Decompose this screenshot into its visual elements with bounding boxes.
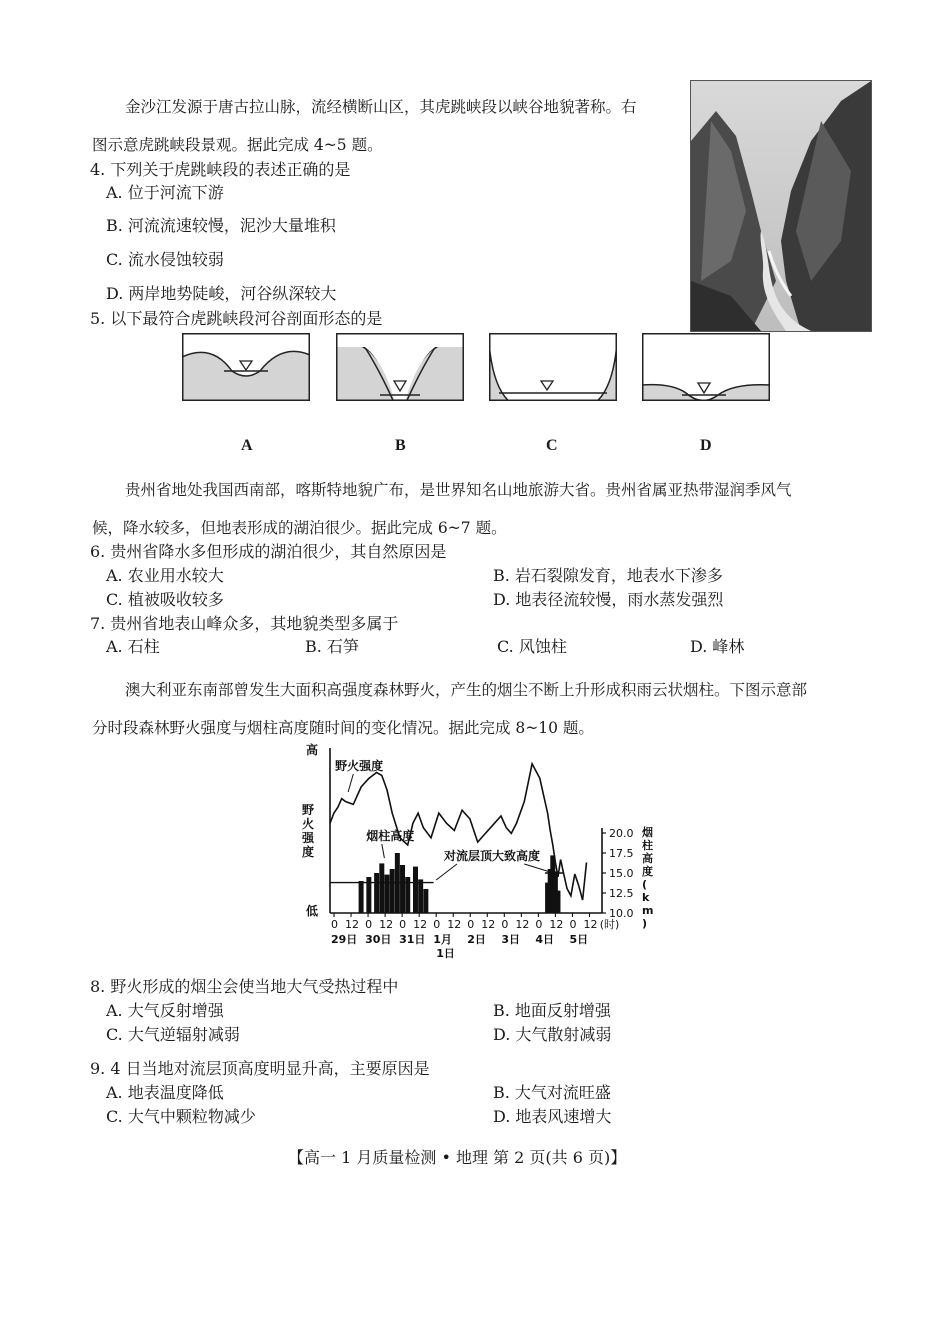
day-label: 3日	[501, 933, 520, 946]
q6-option-a: A. 农业用水较大	[106, 566, 224, 585]
tiger-leaping-gorge-photo	[690, 80, 872, 332]
fire-intensity-annotation: 野火强度	[335, 759, 384, 773]
tropopause-annotation: 对流层顶大致高度	[443, 849, 540, 863]
right-tick-label: 17.5	[609, 847, 634, 860]
right-tick-label: 12.5	[609, 887, 634, 900]
smoke-bar	[379, 863, 384, 913]
hour-tick-label: 12	[345, 918, 360, 931]
section-label-c: C	[546, 437, 558, 454]
q7-option-a: A. 石柱	[106, 637, 160, 656]
y-low-label: 低	[306, 904, 319, 918]
tropopause-annotation-leader-left	[436, 864, 457, 880]
hour-tick-label: 0	[535, 918, 543, 931]
hour-tick-label: 0	[467, 918, 475, 931]
smoke-bar	[418, 879, 423, 913]
hour-tick-label: 12	[481, 918, 496, 931]
q4-option-c: C. 流水侵蚀较弱	[106, 250, 224, 269]
passage1-line1: 金沙江发源于唐古拉山脉，流经横断山区，其虎跳峡段以峡谷地貌著称。右	[125, 98, 637, 116]
tropopause-annotation-leader-right	[524, 864, 550, 872]
day-label: 5日	[569, 933, 589, 946]
q6-option-d: D. 地表径流较慢，雨水蒸发强烈	[493, 590, 724, 609]
hour-tick-label: 12	[515, 918, 530, 931]
valley-section-c	[489, 333, 617, 401]
day-label: 2日	[467, 933, 486, 946]
smoke-bar	[359, 881, 364, 913]
hour-tick-label: 12	[583, 918, 598, 931]
smoke-bar	[555, 891, 560, 913]
y-high-label: 高	[306, 743, 319, 757]
passage3-line1: 澳大利亚东南部曾发生大面积高强度森林野火，产生的烟尘不断上升形成积雨云状烟柱。下图示意部	[125, 681, 808, 699]
hour-tick-label: 12	[413, 918, 428, 931]
q8-option-d: D. 大气散射减弱	[493, 1025, 612, 1044]
day-label: 31日	[399, 933, 426, 946]
smoke-bar	[423, 889, 428, 913]
q8-stem: 8. 野火形成的烟尘会使当地大气受热过程中	[90, 977, 399, 996]
y-left-label-char: 野	[302, 803, 315, 817]
right-tick-label: 20.0	[609, 827, 634, 840]
y-right-label-char: m	[642, 904, 654, 917]
section-label-b: B	[395, 437, 406, 454]
smoke-bar	[413, 867, 418, 913]
hour-tick-label: 12	[549, 918, 564, 931]
q8-option-c: C. 大气逆辐射减弱	[106, 1025, 240, 1044]
hour-unit-label: (时)	[599, 918, 620, 931]
hour-tick-label: 0	[365, 918, 373, 931]
smoke-annotation-leader	[382, 844, 385, 858]
q8-option-a: A. 大气反射增强	[106, 1001, 224, 1020]
q4-stem: 4. 下列关于虎跳峡段的表述正确的是	[90, 160, 351, 179]
smoke-bar	[374, 873, 379, 913]
right-tick-label: 10.0	[609, 907, 634, 920]
q4-option-a: A. 位于河流下游	[106, 183, 224, 202]
y-left-label-char: 度	[302, 845, 315, 859]
passage1-line2: 图示意虎跳峡段景观。据此完成 4~5 题。	[92, 136, 383, 154]
smoke-bar	[390, 869, 395, 913]
q7-stem: 7. 贵州省地表山峰众多，其地貌类型多属于	[90, 614, 399, 633]
hour-tick-label: 12	[379, 918, 394, 931]
smoke-bar	[384, 875, 389, 913]
y-right-label-char: 烟	[642, 826, 653, 839]
y-right-label-char: 柱	[642, 839, 653, 852]
q9-option-b: B. 大气对流旺盛	[493, 1083, 611, 1102]
y-right-label-char: (	[642, 878, 648, 891]
smoke-height-annotation: 烟柱高度	[366, 829, 415, 843]
hour-tick-label: 0	[331, 918, 338, 931]
q6-option-c: C. 植被吸收较多	[106, 590, 224, 609]
q9-stem: 9. 4 日当地对流层顶高度明显升高，主要原因是	[90, 1059, 430, 1078]
q6-option-b: B. 岩石裂隙发育，地表水下渗多	[493, 566, 723, 585]
q7-option-d: D. 峰林	[690, 637, 745, 656]
y-right-label-char: k	[642, 891, 650, 904]
y-right-label-char: 高	[642, 852, 653, 865]
hour-tick-label: 0	[399, 918, 407, 931]
q4-option-d: D. 两岸地势陡峻，河谷纵深较大	[106, 284, 337, 303]
q7-option-b: B. 石笋	[305, 637, 359, 656]
q6-stem: 6. 贵州省降水多但形成的湖泊很少，其自然原因是	[90, 542, 447, 561]
hour-tick-label: 0	[433, 918, 441, 931]
passage2-line2: 候，降水较多，但地表形成的湖泊很少。据此完成 6~7 题。	[92, 519, 507, 537]
q7-option-c: C. 风蚀柱	[497, 637, 567, 656]
y-left-label-char: 火	[302, 817, 315, 831]
section-label-a: A	[241, 437, 253, 454]
section-label-d: D	[700, 437, 712, 454]
valley-section-a	[182, 333, 310, 401]
valley-section-b	[336, 333, 464, 401]
day-label: 30日	[365, 933, 392, 946]
y-left-label-char: 强	[302, 831, 315, 845]
q9-option-c: C. 大气中颗粒物减少	[106, 1107, 256, 1126]
day-label: 1月	[433, 933, 452, 946]
passage2-line1: 贵州省地处我国西南部，喀斯特地貌广布，是世界知名山地旅游大省。贵州省属亚热带湿润季风气	[125, 481, 792, 499]
q8-option-b: B. 地面反射增强	[493, 1001, 611, 1020]
right-tick-label: 15.0	[609, 867, 634, 880]
y-right-label-char: 度	[642, 865, 653, 878]
q4-option-b: B. 河流流速较慢，泥沙大量堆积	[106, 216, 336, 235]
valley-section-d	[642, 333, 770, 401]
y-right-label-char: )	[642, 917, 648, 930]
passage3-line2: 分时段森林野火强度与烟柱高度随时间的变化情况。据此完成 8~10 题。	[92, 719, 594, 737]
q9-option-d: D. 地表风速增大	[493, 1107, 612, 1126]
day-1-sub-label: 1日	[436, 947, 455, 960]
smoke-bar	[400, 865, 405, 913]
q9-option-a: A. 地表温度降低	[106, 1083, 224, 1102]
hour-tick-label: 0	[569, 918, 577, 931]
q5-stem: 5. 以下最符合虎跳峡段河谷剖面形态的是	[90, 309, 383, 328]
wildfire-smoke-chart	[290, 740, 660, 965]
hour-tick-label: 0	[501, 918, 509, 931]
day-label: 29日	[331, 933, 358, 946]
hour-tick-label: 12	[447, 918, 462, 931]
fire-annotation-leader	[348, 774, 353, 792]
day-label: 4日	[535, 933, 555, 946]
page-footer: 【高一 1 月质量检测 • 地理 第 2 页(共 6 页)】	[288, 1148, 627, 1167]
